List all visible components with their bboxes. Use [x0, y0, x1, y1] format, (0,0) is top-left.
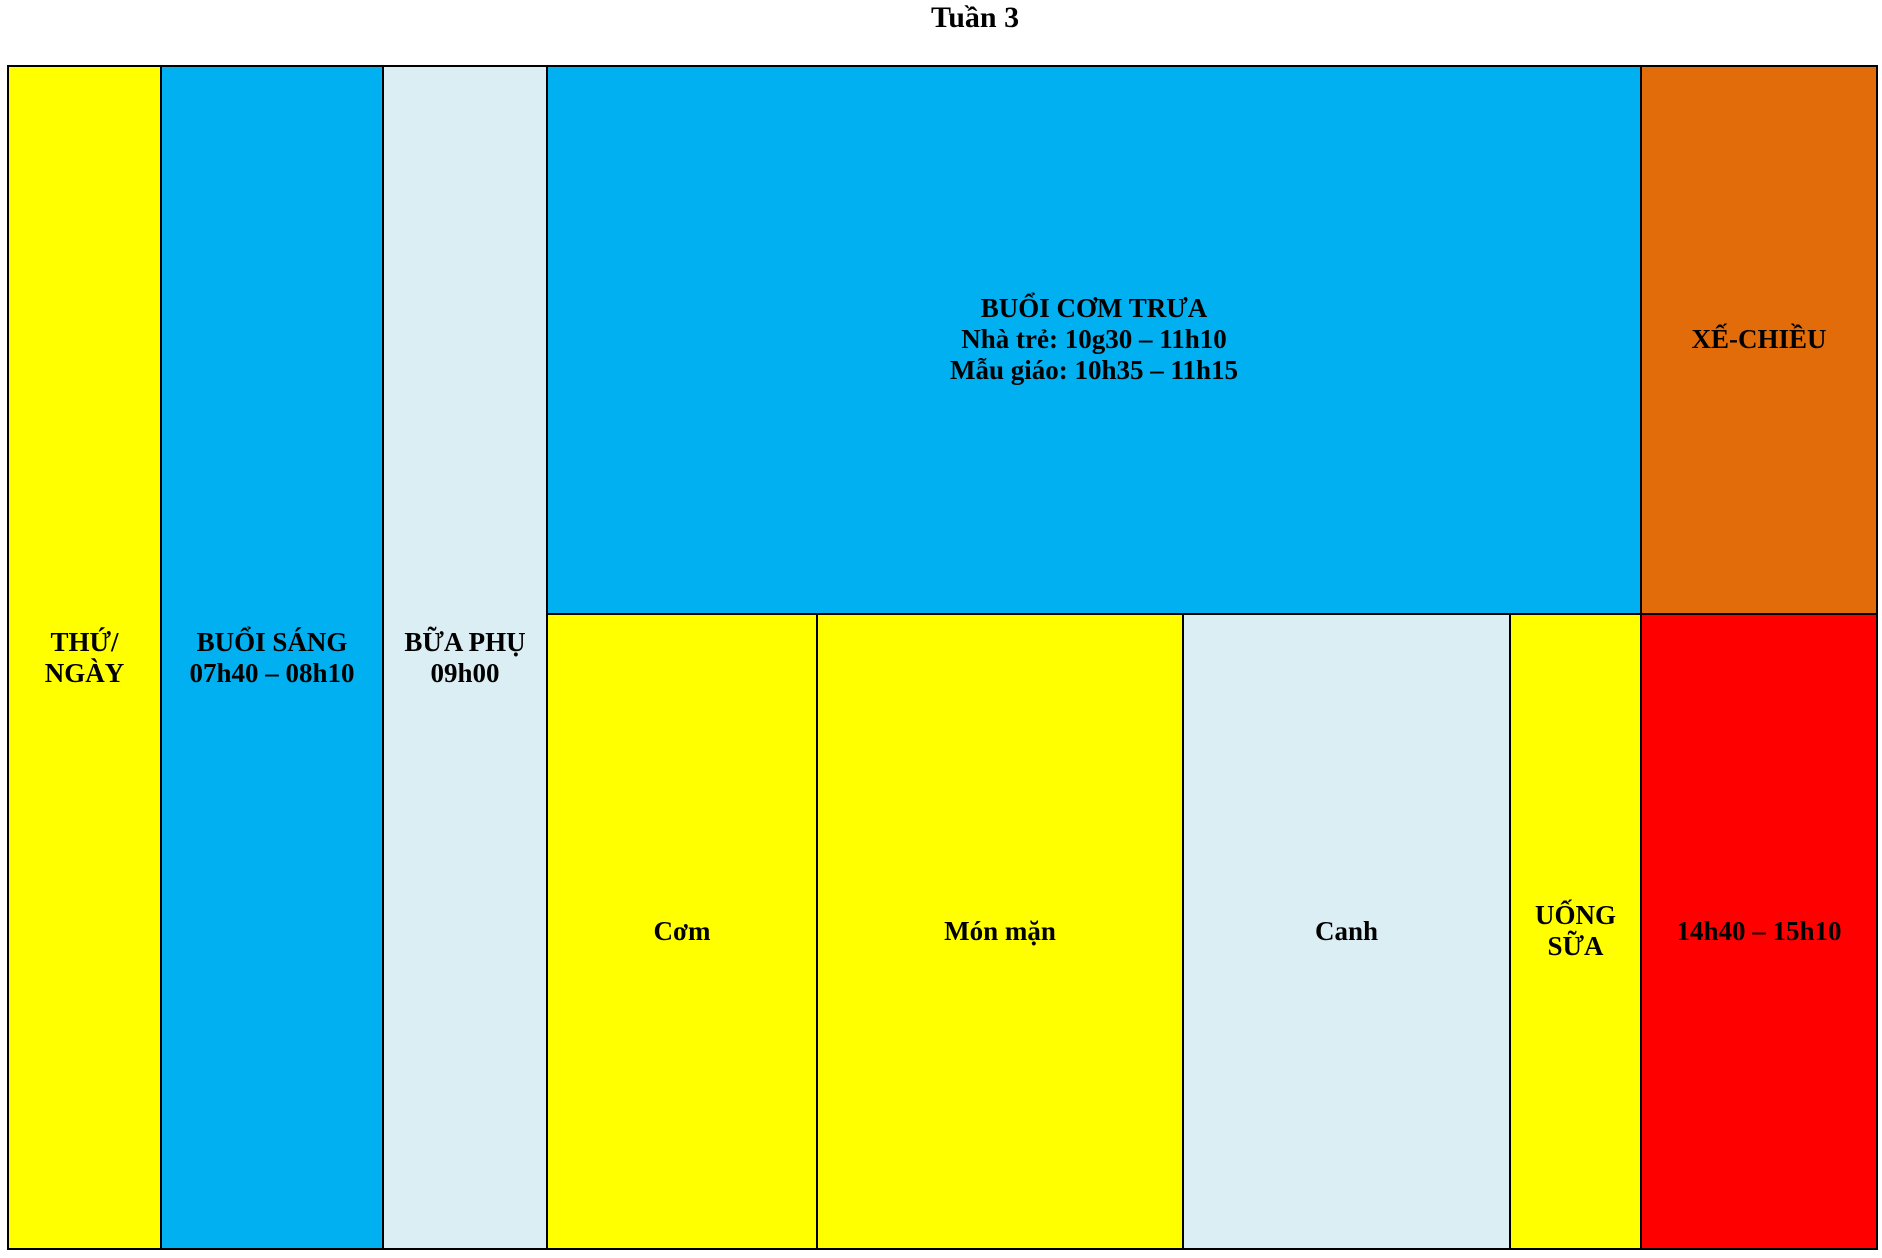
header-snack: BỮA PHỤ 09h00 — [383, 66, 547, 1249]
header-soup: Canh — [1183, 614, 1510, 1250]
weekly-menu-table — [7, 65, 1878, 1250]
page-title: Tuần 3 — [930, 1, 1020, 34]
header-milk: UỐNG SỮA — [1510, 614, 1641, 1250]
header-day: THỨ/ NGÀY — [8, 66, 161, 1249]
header-breakfast: BUỔI SÁNG 07h40 – 08h10 — [161, 66, 383, 1249]
header-afternoon: XẾ-CHIỀU — [1641, 66, 1877, 614]
header-main-dish: Món mặn — [817, 614, 1183, 1250]
header-rice: Cơm — [547, 614, 817, 1250]
header-afternoon-time: 14h40 – 15h10 — [1641, 614, 1877, 1250]
header-lunch: BUỔI CƠM TRƯA Nhà trẻ: 10g30 – 11h10 Mẫu giáo: 10h35 – 11h15 — [547, 66, 1641, 614]
header-row-1 — [8, 66, 1877, 614]
